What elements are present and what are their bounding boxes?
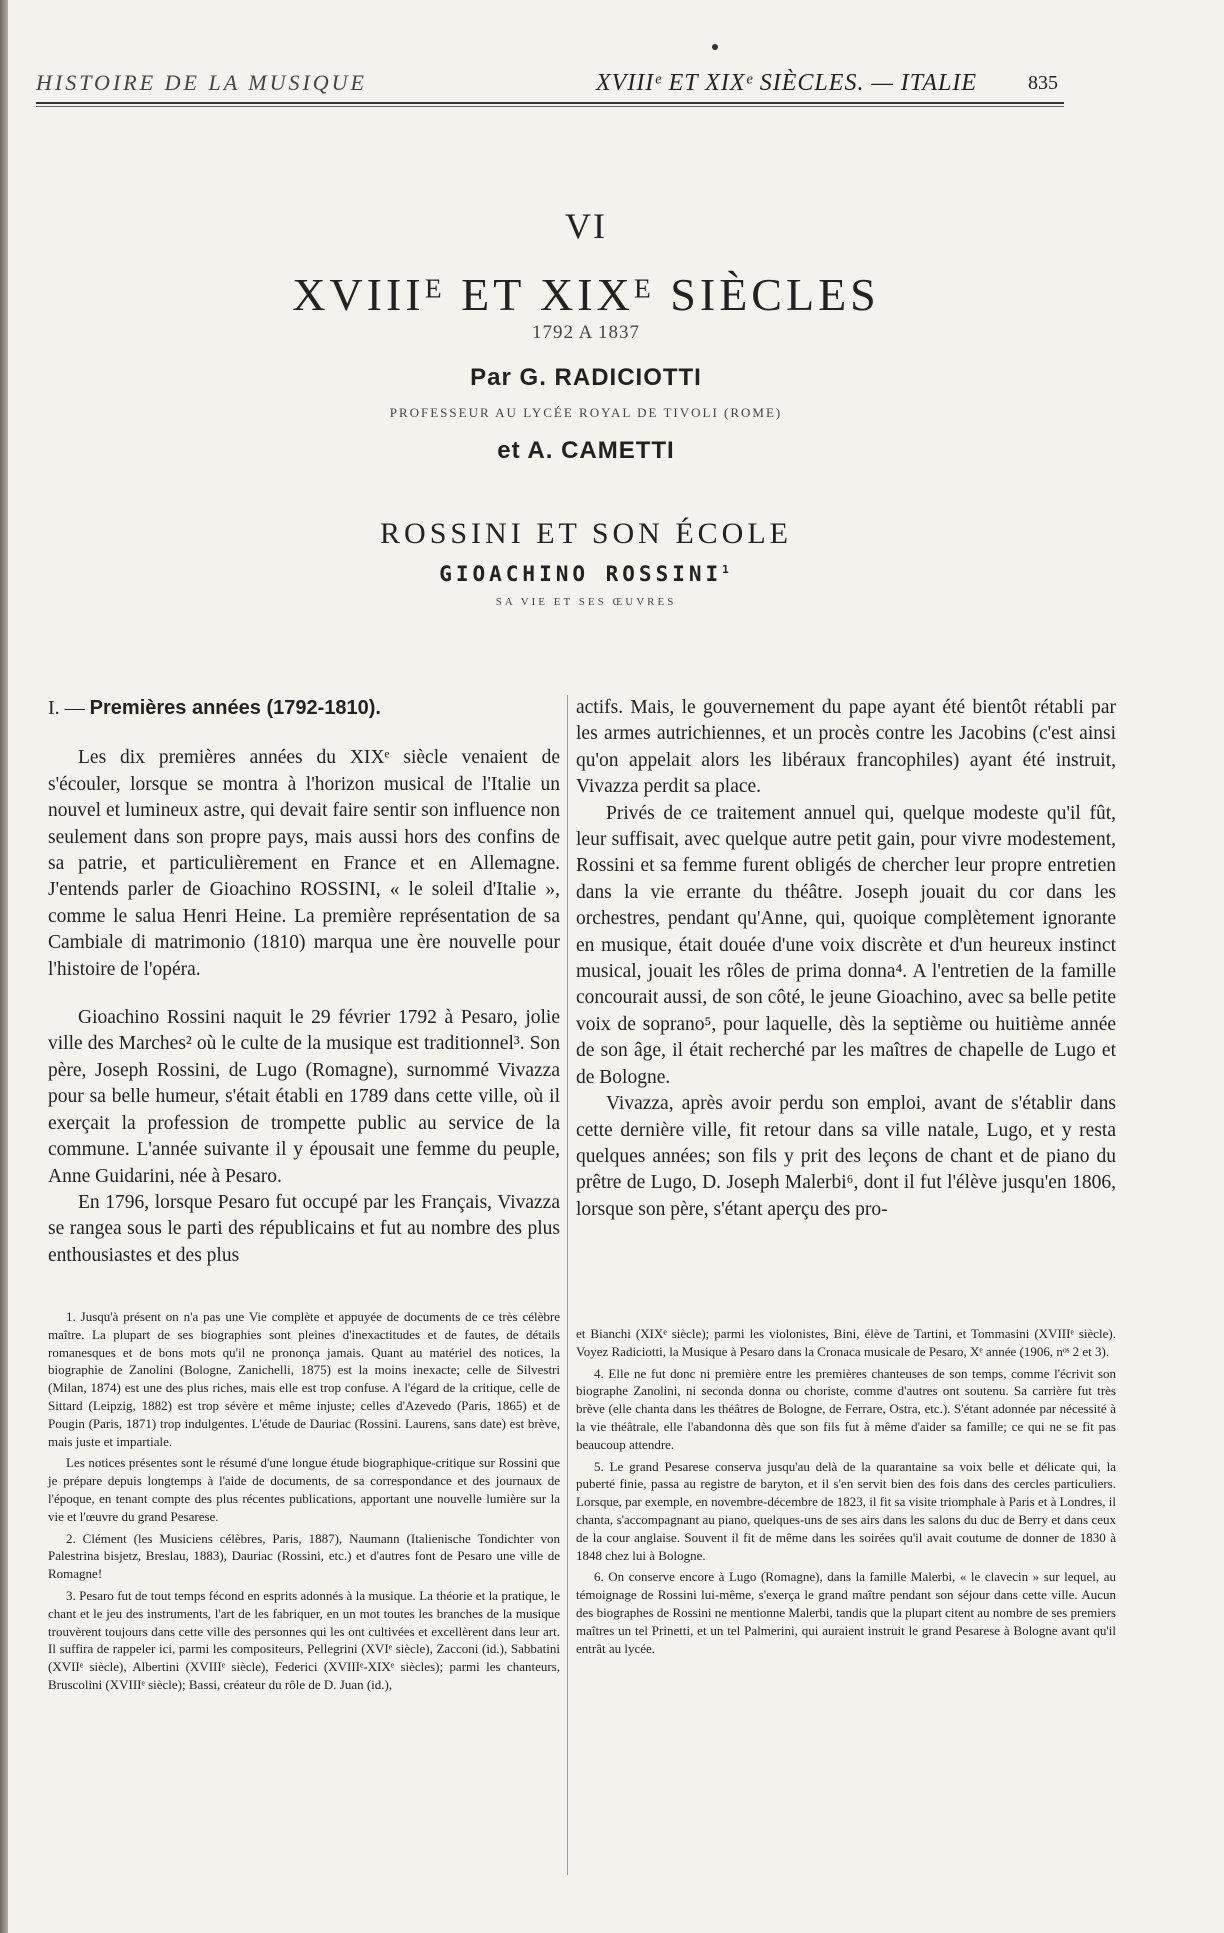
subject-name: GIOACHINO ROSSINI (439, 562, 723, 586)
chapter-title: XVIIIᴱ ET XIXᴱ SIÈCLES (292, 269, 880, 320)
paragraph: actifs. Mais, le gouvernement du pape ayant été bientôt rétabli par les armes autrichiennes, et un procès contre les Jacobins (c'est ainsi qu'on appelait alors les libéraux francophiles) ayant été instruit, Vivazza perdit sa place. (576, 697, 1116, 798)
section-title: ROSSINI ET SON ÉCOLE (380, 517, 792, 550)
paragraph: Privés de ce traitement annuel qui, quelque modeste qu'il fût, leur suffisait, avec quelque autre petit gain, pour vivre modestement, Rossini et sa femme furent obligés de chercher leur propre entretien dans la vie errante du théâtre. Joseph jouait du cor dans les orchestres, pendant qu'Anne, qui, quoique complètement ignorante en musique, était douée d'une voix discrète et d'un heureux instinct musical, jouait les rôles de prima donna⁴. A l'entretien de la famille concourait aussi, de son côté, le jeune Gioachino, avec sa belle petite voix de soprano⁵, pour laquelle, dès la septième ou huitième année de son âge, il était recherché par les maîtres de chapelle de Lugo et de Bologne. (576, 802, 1116, 1088)
footnote-4: 4. Elle ne fut donc ni première entre les premières chanteuses de son temps, comme l'écrivit son biographe Zanolini, ni seconda donna ou choriste, comme d'autres ont soutenu. Sa carrière fut très brève (elle chanta dans les théâtres de Bologne, de Ferrare, Ostra, etc.). S'étant adonnée par nécessité à la vie théâtrale, elle l'abandonna dès que son fils fut à même d'aider sa famille; ce qui ne se fit pas beaucoup attendre. (576, 1365, 1116, 1452)
footnotes-left (48, 1308, 560, 1698)
header-rule-thin (36, 106, 1064, 107)
subject-title (36, 562, 1136, 586)
footnote-1-continued: Les notices présentes sont le résumé d'une longue étude biographique-critique sur Rossini que je prépare depuis longtemps à l'aide de documents, de sa correspondance et des journaux de l'époque, en tenant compte des plus récentes publications, apportant une nouvelle lumière sur la vie et l'œuvre du grand Pesarese. (48, 1455, 560, 1524)
running-head-left: HISTOIRE DE LA MUSIQUE (36, 70, 367, 95)
footnote-1: 1. Jusqu'à présent on n'a pas une Vie complète et appuyée de documents de ce très célèbre maître. La plupart de ses biographies sont pleines d'inexactitudes et de fautes, de détails romanesques et de bons mots qu'il ne prononça jamais. Quant au matériel des notices, la biographie de Zanolini (Bologne, Zanichelli, 1875) est la moins inexacte; celle de Silvestri (Milan, 1874) est une des plus riches, mais elle est trop confuse. A l'égard de la critique, celle de Sittard (Leipzig, 1882) est trop sévère et même injuste; celles d'Azevedo (Paris, 1865) et de Pougin (Paris, 1871) trop indulgentes. L'étude de Dauriac (Rossini. Laurens, sans date) est brève, mais juste et impartiale. (48, 1309, 560, 1449)
running-head-right (596, 70, 1058, 97)
footnote-2: 2. Clément (les Musiciens célèbres, Paris, 1887), Naumann (Italienische Tondichter von Palestrina bisjetz, Breslau, 1883), Dauriac (Rossini, etc.) et d'autres font de Pesaro une ville de Romagne! (48, 1530, 560, 1582)
body-column-left (48, 695, 560, 1269)
author-1: Par G. RADICIOTTI (470, 364, 702, 391)
footnote-3-continued: et Bianchi (XIXᵉ siècle); parmi les violonistes, Bini, élève de Tartini, et Tommasini (XVIIIᵉ siècle). Voyez Radiciotti, la Musique à Pesaro dans la Cronaca musicale de Pesaro, Xᵉ année (1906, nᵒˢ 2 et 3). (576, 1326, 1116, 1359)
paragraph: Gioachino Rossini naquit le 29 février 1792 à Pesaro, jolie ville des Marches² où le culte de la musique est traditionnel³. Son père, Joseph Rossini, de Lugo (Romagne), surnommé Vivazza pour sa belle humeur, s'était établi en 1789 dans cette ville, où il exerçait la profession de trompette public au service de la commune. L'année suivante il y épousait une femme du peuple, Anne Guidarini, née à Pesaro. (48, 1007, 560, 1187)
ink-dot (712, 44, 718, 50)
column-divider (567, 695, 568, 1875)
page-number: 835 (1028, 72, 1058, 94)
section-heading (48, 695, 560, 721)
author-2: et A. CAMETTI (497, 437, 675, 464)
running-head-right-title: XVIIIᵉ ET XIXᵉ SIÈCLES. — ITALIE (596, 70, 977, 96)
footnotes-right (576, 1325, 1116, 1661)
chapter-dates: 1792 A 1837 (531, 322, 641, 343)
section-heading-text: Premières années (1792-1810). (89, 697, 381, 719)
footnote-5: 5. Le grand Pesarese conserva jusqu'au delà de la quarantaine sa voix belle et délicate qui, la puberté finie, passa au registre de baryton, et il s'en servit bien des fois dans des cercles particuliers. Lorsque, par exemple, en novembre-décembre de 1823, il fit sa visite triomphale à Paris et à Londres, il chanta, s'accompagnant au piano, quelques-uns de ses airs dans les salons du duc de Berry et dans ceux de la cour anglaise. Souvent il fit de même dans les soirées qu'il avait coutume de donner de 1830 à 1848 chez lui à Bologne. (576, 1458, 1116, 1563)
author-1-title: PROFESSEUR AU LYCÉE ROYAL DE TIVOLI (ROME) (389, 405, 783, 420)
section-heading-number: I. — (48, 697, 85, 719)
subject-note-ref: 1 (722, 563, 733, 576)
paragraph: En 1796, lorsque Pesaro fut occupé par les Français, Vivazza se rangea sous le parti des républicains et fut au nombre des plus enthousiastes et des plus (48, 1191, 560, 1266)
header-rule (36, 102, 1064, 104)
footnote-6: 6. On conserve encore à Lugo (Romagne), dans la famille Malerbi, « le clavecin » sur lequel, au témoignage de Rossini lui-même, s'exerça le grand maître pendant son séjour dans cette ville. Aucun des biographes de Rossini ne mentionne Malerbi, tandis que la plupart citent au nombre de ses premiers maîtres un tel Prinetti, et un tel Palmerini, qui auraient instruit le grand Pesarese à Bologne avant qu'il entrât au lycée. (576, 1569, 1116, 1656)
chapter-number: VI (565, 206, 607, 246)
body-column-right (576, 695, 1116, 1223)
page-binding-edge (0, 0, 8, 1933)
subject-subtitle: SA VIE ET SES ŒUVRES (495, 596, 677, 608)
paragraph: Vivazza, après avoir perdu son emploi, avant de s'établir dans cette dernière ville, fit retour dans sa ville natale, Lugo, et y resta quelques années; son fils y prit des leçons de chant et de piano du prêtre de Lugo, D. Joseph Malerbi⁶, dont il fut l'élève jusqu'en 1806, lorsque son père, s'étant aperçu des pro- (576, 1093, 1116, 1220)
footnote-3: 3. Pesaro fut de tout temps fécond en esprits adonnés à la musique. La théorie et la pratique, le chant et le jeu des instruments, l'art de les fabriquer, en un mot toutes les branches de la musique trouvèrent toujours dans cette ville des personnes qui les ont cultivées et excellèrent dans leur art. Il suffira de rappeler ici, parmi les compositeurs, Pellegrini (XVIᵉ siècle), Zacconi (id.), Sabbatini (XVIIᵉ siècle), Albertini (XVIIIᵉ siècle), Federici (XVIIIᵉ-XIXᵉ siècles); parmi les chanteurs, Bruscolini (XVIIIᵉ siècle); Bassi, créateur du rôle de D. Juan (id.), (48, 1587, 560, 1692)
paragraph: Les dix premières années du XIXᵉ siècle venaient de s'écouler, lorsque se montra à l'horizon musical de l'Italie un nouvel et lumineux astre, qui devait faire sentir son influence non seulement dans son propre pays, mais aussi hors des confins de sa patrie, et particulièrement en France et en Allemagne. J'entends parler de Gioachino ROSSINI, « le soleil d'Italie », comme le salua Henri Heine. La première représentation de sa Cambiale di matrimonio (1810) marqua une ère nouvelle pour l'histoire de l'opéra. (48, 747, 560, 980)
